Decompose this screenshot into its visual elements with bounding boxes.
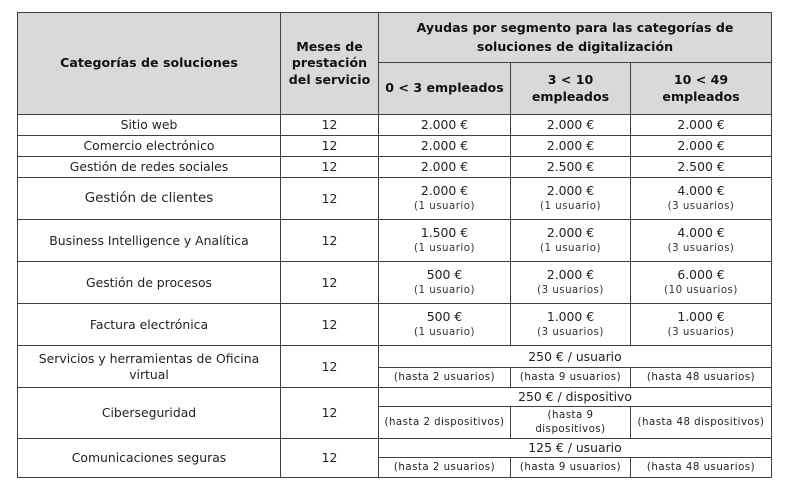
amount-note: (3 usuarios)	[537, 326, 604, 338]
months-cell: 12	[281, 439, 379, 478]
amount-cell	[631, 220, 772, 262]
limit-cell: (hasta 2 dispositivos)	[379, 407, 511, 439]
amount-value: 2.000 €	[420, 182, 469, 198]
months-cell: 12	[281, 388, 379, 439]
months-cell: 12	[281, 115, 379, 136]
amount-cell	[379, 220, 511, 262]
header-category: Categorías de soluciones	[18, 13, 281, 115]
header-segment-group: Ayudas por segmento para las categorías de soluciones de digitalización	[379, 13, 772, 63]
amount-note: (1 usuario)	[540, 200, 601, 212]
category-cell: Comunicaciones seguras	[18, 439, 281, 478]
amount-note: (1 usuario)	[414, 242, 475, 254]
category-cell: Ciberseguridad	[18, 388, 281, 439]
amount-cell	[511, 220, 631, 262]
amount-cell	[511, 178, 631, 220]
table-row	[18, 220, 772, 262]
amount-value: 500 €	[426, 308, 463, 324]
table-row	[18, 262, 772, 304]
months-cell: 12	[281, 346, 379, 388]
limit-cell: (hasta 9 usuarios)	[511, 368, 631, 388]
amount-value: 1.000 €	[546, 308, 595, 324]
amount-value: 1.500 €	[420, 224, 469, 240]
amount-cell	[379, 178, 511, 220]
limit-cell: (hasta 48 usuarios)	[631, 368, 772, 388]
amount-cell: 2.500 €	[511, 157, 631, 178]
months-cell: 12	[281, 262, 379, 304]
months-cell: 12	[281, 178, 379, 220]
amount-note: (1 usuario)	[414, 284, 475, 296]
amount-cell	[631, 178, 772, 220]
amount-cell: 2.000 €	[379, 136, 511, 157]
amount-cell: 2.000 €	[379, 115, 511, 136]
limit-cell: (hasta 48 dispositivos)	[631, 407, 772, 439]
table-row	[18, 115, 772, 136]
amount-cell	[511, 262, 631, 304]
table-row	[18, 136, 772, 157]
aid-table	[17, 12, 772, 478]
price-cell: 125 € / usuario	[379, 439, 772, 458]
amount-value: 2.000 €	[546, 266, 595, 282]
months-cell: 12	[281, 157, 379, 178]
limit-cell: (hasta 2 usuarios)	[379, 368, 511, 388]
table-row	[18, 439, 772, 458]
amount-cell: 2.000 €	[631, 136, 772, 157]
amount-cell	[379, 262, 511, 304]
amount-cell: 2.000 €	[511, 115, 631, 136]
category-cell: Gestión de procesos	[18, 262, 281, 304]
amount-note: (3 usuarios)	[667, 242, 735, 254]
category-cell: Servicios y herramientas de Oficina virtual	[18, 346, 281, 388]
header-months: Meses de prestación del servicio	[281, 13, 379, 115]
category-cell: Factura electrónica	[18, 304, 281, 346]
amount-cell	[631, 262, 772, 304]
amount-note: (3 usuarios)	[537, 284, 604, 296]
table-row	[18, 346, 772, 368]
amount-note: (1 usuario)	[540, 242, 601, 254]
header-segment-3: 10 < 49 empleados	[631, 63, 772, 115]
category-cell: Sitio web	[18, 115, 281, 136]
amount-cell: 2.000 €	[511, 136, 631, 157]
limit-cell: (hasta 2 usuarios)	[379, 458, 511, 478]
amount-cell	[379, 304, 511, 346]
limit-cell: (hasta 9 usuarios)	[511, 458, 631, 478]
months-cell: 12	[281, 304, 379, 346]
amount-note: (3 usuarios)	[667, 200, 735, 212]
amount-cell: 2.000 €	[379, 157, 511, 178]
amount-value: 2.000 €	[546, 182, 595, 198]
months-cell: 12	[281, 136, 379, 157]
amount-cell	[511, 304, 631, 346]
category-cell: Gestión de clientes	[18, 178, 281, 220]
limit-cell: (hasta 48 usuarios)	[631, 458, 772, 478]
amount-value: 500 €	[426, 266, 463, 282]
category-cell: Comercio electrónico	[18, 136, 281, 157]
table-row	[18, 178, 772, 220]
header-segment-2: 3 < 10 empleados	[511, 63, 631, 115]
limit-cell: (hasta 9 dispositivos)	[511, 407, 631, 439]
price-cell: 250 € / dispositivo	[379, 388, 772, 407]
category-cell: Gestión de redes sociales	[18, 157, 281, 178]
amount-cell: 2.000 €	[631, 115, 772, 136]
header-segment-1: 0 < 3 empleados	[379, 63, 511, 115]
amount-note: (3 usuarios)	[667, 326, 735, 338]
table-row	[18, 304, 772, 346]
amount-value: 1.000 €	[677, 308, 725, 324]
amount-note: (1 usuario)	[414, 200, 475, 212]
category-cell: Business Intelligence y Analítica	[18, 220, 281, 262]
amount-note: (10 usuarios)	[664, 284, 738, 296]
table-row	[18, 388, 772, 407]
amount-value: 4.000 €	[677, 182, 725, 198]
amount-cell: 2.500 €	[631, 157, 772, 178]
amount-value: 6.000 €	[677, 266, 725, 282]
amount-value: 2.000 €	[546, 224, 595, 240]
months-cell: 12	[281, 220, 379, 262]
amount-note: (1 usuario)	[414, 326, 475, 338]
price-cell: 250 € / usuario	[379, 346, 772, 368]
amount-cell	[631, 304, 772, 346]
table-row	[18, 157, 772, 178]
amount-value: 4.000 €	[677, 224, 725, 240]
